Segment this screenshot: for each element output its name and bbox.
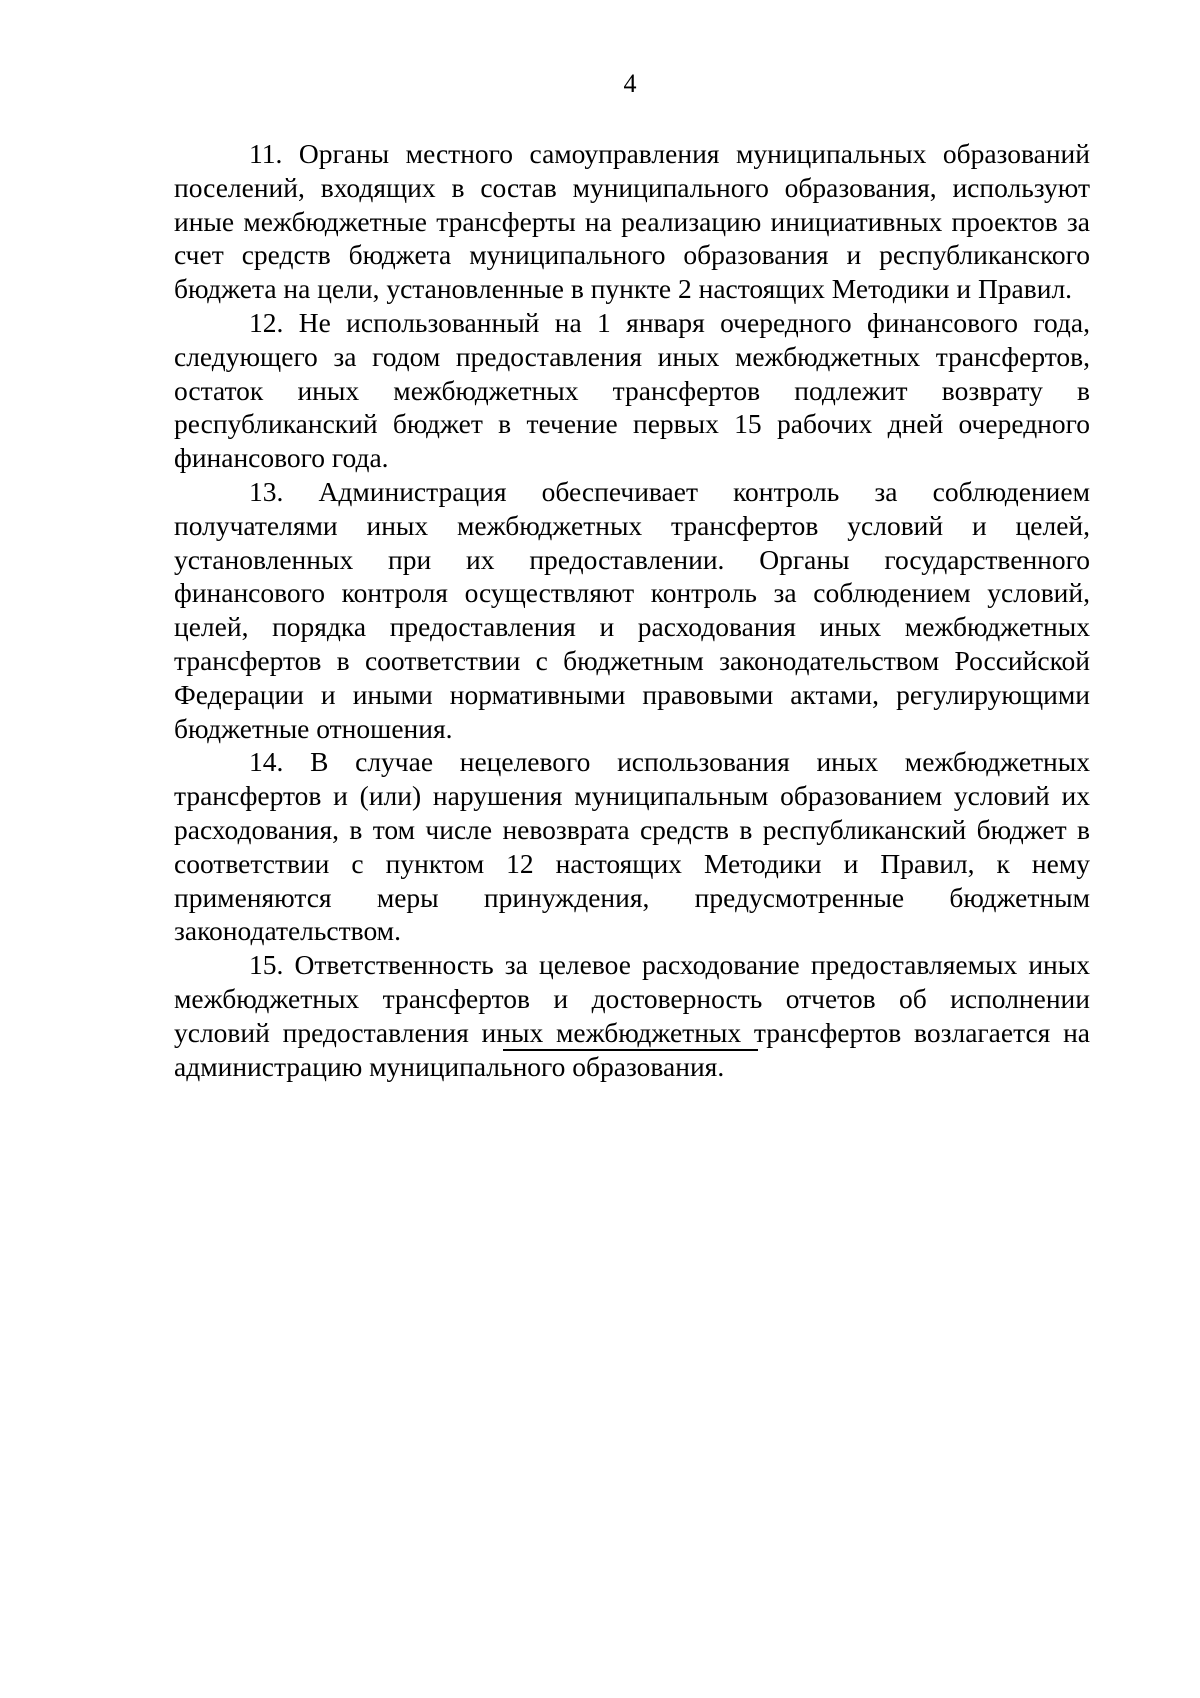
paragraph-15: 15. Ответственность за целевое расходование предоставляемых иных межбюджетных трансфертов и достоверность отчетов об исполнении условий предоставления иных межбюджетных трансфертов возлагается на администрацию муниципального образования. [174,949,1090,1082]
paragraph-13: 13. Администрация обеспечивает контроль за соблюдением получателями иных межбюджетных трансфертов условий и целей, установленных при их предоставлении. Органы государственного финансового контроля осуществляют контроль за соблюдением условий, целей, порядка предоставления и расходования иных межбюджетных трансфертов в соответствии с бюджетным законодательством Российской Федерации и иными нормативными правовыми актами, регулирующими бюджетные отношения. [174,475,1090,744]
paragraph-14: 14. В случае нецелевого использования иных межбюджетных трансфертов и (или) нарушения муниципальным образованием условий их расходования, в том числе невозврата средств в республиканский бюджет в соответствии с пунктом 12 настоящих Методики и Правил, к нему применяются меры принуждения, предусмотренные бюджетным законодательством. [174,746,1090,947]
paragraph-11: 11. Органы местного самоуправления муниципальных образований поселений, входящих в состав муниципального образования, используют иные межбюджетные трансферты на реализацию инициативных проектов за счет средств бюджета муниципального образования и республиканского бюджета на цели, установленные в пункте 2 настоящих Методики и Правил. [174,138,1090,305]
end-of-document-line [503,1049,758,1051]
page-number: 4 [623,69,637,98]
paragraph-12: 12. Не использованный на 1 января очередного финансового года, следующего за годом предоставления иных межбюджетных трансфертов, остаток иных межбюджетных трансфертов подлежит возврату в республиканский бюджет в течение первых 15 рабочих дней очередного финансового года. [174,306,1090,474]
document-body [174,137,1090,1083]
